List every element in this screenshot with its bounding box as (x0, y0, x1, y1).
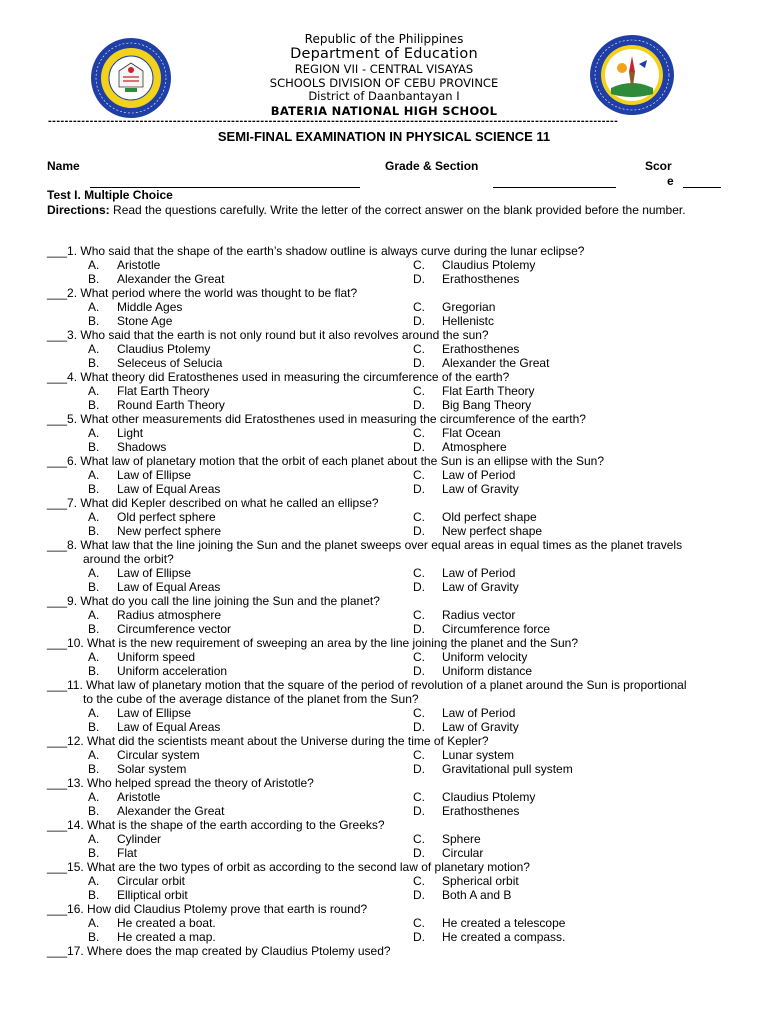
option-letter: A. (88, 426, 100, 440)
district-line: District of Daanbantayan I (308, 89, 460, 103)
question-text: ___3. Who said that the earth is not only round but it also revolves around the sun? (47, 328, 489, 342)
division-line: SCHOOLS DIVISION OF CEBU PROVINCE (269, 75, 499, 90)
option-text: Law of Equal Areas (117, 580, 221, 594)
option-letter: D. (413, 440, 425, 454)
option-row (47, 832, 721, 846)
option-row (47, 706, 721, 720)
question-item (47, 818, 721, 860)
option-text: Law of Gravity (442, 580, 519, 594)
option-letter: D. (413, 720, 425, 734)
option-row (47, 468, 721, 482)
option-letter: C. (413, 342, 425, 356)
option-text: Flat Earth Theory (117, 384, 210, 398)
option-row (47, 846, 721, 860)
option-text: Claudius Ptolemy (117, 342, 211, 356)
question-text: ___13. Who helped spread the theory of Aristotle? (47, 776, 314, 790)
option-letter: D. (413, 888, 425, 902)
option-letter: A. (88, 874, 100, 888)
option-text: Circumference force (442, 622, 551, 636)
option-letter: D. (413, 314, 425, 328)
option-letter: C. (413, 608, 425, 622)
option-text: Circular (442, 846, 484, 860)
option-text: Law of Period (442, 566, 516, 580)
option-text: Flat Earth Theory (442, 384, 535, 398)
option-letter: B. (88, 272, 100, 286)
option-letter: C. (413, 258, 425, 272)
question-text: ___9. What do you call the line joining the Sun and the planet? (47, 594, 380, 608)
question-item (47, 496, 721, 538)
option-text: Aristotle (117, 790, 161, 804)
question-item (47, 776, 721, 818)
question-item (47, 594, 721, 636)
option-row (47, 426, 721, 440)
department-line: Department of Education (290, 46, 478, 62)
option-letter: A. (88, 258, 100, 272)
option-text: Law of Gravity (442, 720, 519, 734)
republic-line: Republic of the Philippines (304, 32, 464, 46)
option-row (47, 790, 721, 804)
option-row (47, 888, 721, 902)
option-letter: C. (413, 916, 425, 930)
option-text: Middle Ages (117, 300, 183, 314)
header-divider: ----------------------------------------------------------------------------------------------------------------------------------------- (48, 115, 619, 127)
option-letter: B. (88, 888, 100, 902)
option-text: Law of Equal Areas (117, 482, 221, 496)
score-blank[interactable] (683, 187, 721, 188)
option-letter: B. (88, 622, 100, 636)
option-letter: A. (88, 608, 100, 622)
option-row (47, 440, 721, 454)
option-row (47, 510, 721, 524)
option-letter: C. (413, 468, 425, 482)
option-letter: D. (413, 272, 425, 286)
option-text: Circumference vector (117, 622, 232, 636)
question-text: ___4. What theory did Eratosthenes used in measuring the circumference of the earth? (47, 370, 510, 384)
question-text: ___6. What law of planetary motion that the orbit of each planet about the Sun is an ellipse with the Sun? (47, 454, 605, 468)
option-text: Law of Gravity (442, 482, 519, 496)
option-letter: C. (413, 566, 425, 580)
option-letter: A. (88, 510, 100, 524)
region-line: REGION VII - CENTRAL VISAYAS (294, 62, 474, 76)
question-text: ___1. Who said that the shape of the earth’s shadow outline is always curve during the lunar eclipse? (47, 244, 585, 258)
question-item (47, 370, 721, 412)
school-name: BATERIA NATIONAL HIGH SCHOOL (270, 103, 498, 118)
option-letter: A. (88, 300, 100, 314)
option-letter: B. (88, 314, 100, 328)
option-row (47, 482, 721, 496)
option-text: Law of Ellipse (117, 566, 192, 580)
option-text: Big Bang Theory (442, 398, 532, 412)
question-item (47, 454, 721, 496)
option-text: Radius vector (442, 608, 516, 622)
option-letter: D. (413, 664, 425, 678)
question-text: ___8. What law that the line joining the Sun and the planet sweeps over equal areas in equal times as the planet travels (47, 538, 683, 552)
option-letter: D. (413, 930, 425, 944)
question-text: ___16. How did Claudius Ptolemy prove that earth is round? (47, 902, 368, 916)
option-text: Solar system (117, 762, 187, 776)
option-row (47, 314, 721, 328)
question-text: ___5. What other measurements did Eratosthenes used in measuring the circumference of the earth? (47, 412, 586, 426)
question-text: ___12. What did the scientists meant about the Universe during the time of Kepler? (47, 734, 489, 748)
option-text: Law of Period (442, 706, 516, 720)
option-letter: D. (413, 524, 425, 538)
option-letter: A. (88, 916, 100, 930)
exam-title: SEMI-FINAL EXAMINATION IN PHYSICAL SCIENCE 11 (217, 129, 551, 144)
question-item (47, 678, 721, 734)
document-header (0, 32, 768, 118)
option-row (47, 258, 721, 272)
option-letter: A. (88, 468, 100, 482)
question-item (47, 328, 721, 370)
option-letter: B. (88, 398, 100, 412)
option-letter: C. (413, 426, 425, 440)
option-text: Light (117, 426, 144, 440)
option-letter: A. (88, 342, 100, 356)
option-letter: C. (413, 510, 425, 524)
option-letter: B. (88, 524, 100, 538)
directions (47, 203, 721, 217)
option-text: He created a boat. (117, 916, 216, 930)
option-row (47, 874, 721, 888)
score-label: Scor (645, 159, 672, 173)
option-text: Gregorian (442, 300, 496, 314)
question-item (47, 860, 721, 902)
option-text: Uniform acceleration (117, 664, 228, 678)
option-letter: A. (88, 566, 100, 580)
option-row (47, 720, 721, 734)
option-text: Old perfect sphere (117, 510, 216, 524)
option-text: Aristotle (117, 258, 161, 272)
option-text: Atmosphere (442, 440, 507, 454)
question-item (47, 538, 721, 594)
question-item (47, 944, 721, 958)
option-row (47, 580, 721, 594)
option-letter: D. (413, 580, 425, 594)
option-letter: D. (413, 762, 425, 776)
option-text: Radius atmosphere (117, 608, 222, 622)
question-text: ___11. What law of planetary motion that the square of the period of revolution of a planet around the Sun is proportional (47, 678, 687, 692)
grade-section-label: Grade & Section (385, 159, 479, 173)
question-list (47, 244, 721, 958)
option-row (47, 622, 721, 636)
option-text: Spherical orbit (442, 874, 519, 888)
option-letter: C. (413, 874, 425, 888)
option-row (47, 356, 721, 370)
option-letter: C. (413, 650, 425, 664)
option-text: Uniform distance (442, 664, 533, 678)
option-row (47, 804, 721, 818)
question-text: ___2. What period where the world was thought to be flat? (47, 286, 358, 300)
option-row (47, 272, 721, 286)
option-letter: A. (88, 790, 100, 804)
option-text: Cylinder (117, 832, 162, 846)
option-letter: D. (413, 804, 425, 818)
option-letter: B. (88, 930, 100, 944)
option-letter: D. (413, 356, 425, 370)
option-letter: D. (413, 846, 425, 860)
option-text: Alexander the Great (442, 356, 550, 370)
option-text: Alexander the Great (117, 804, 225, 818)
option-row (47, 300, 721, 314)
option-text: Sphere (442, 832, 481, 846)
option-row (47, 762, 721, 776)
option-row (47, 398, 721, 412)
question-item (47, 902, 721, 944)
option-letter: A. (88, 706, 100, 720)
question-text-continued: around the orbit? (83, 552, 174, 566)
option-text: Erathosthenes (442, 804, 520, 818)
option-text: Claudius Ptolemy (442, 790, 536, 804)
option-text: Circular orbit (117, 874, 186, 888)
option-text: Claudius Ptolemy (442, 258, 536, 272)
option-text: New perfect sphere (117, 524, 222, 538)
question-item (47, 636, 721, 678)
option-letter: C. (413, 832, 425, 846)
option-letter: C. (413, 790, 425, 804)
option-letter: C. (413, 706, 425, 720)
option-text: Uniform speed (117, 650, 196, 664)
score-label-continued: e (667, 174, 674, 188)
option-letter: C. (413, 384, 425, 398)
option-letter: D. (413, 622, 425, 636)
option-text: Alexander the Great (117, 272, 225, 286)
option-letter: D. (413, 482, 425, 496)
option-row (47, 650, 721, 664)
option-text: Elliptical orbit (117, 888, 188, 902)
test-heading: Test I. Multiple Choice (47, 188, 173, 202)
option-letter: A. (88, 384, 100, 398)
option-row (47, 342, 721, 356)
option-letter: B. (88, 664, 100, 678)
question-text: ___17. Where does the map created by Claudius Ptolemy used? (47, 944, 391, 958)
option-letter: B. (88, 762, 100, 776)
option-letter: C. (413, 300, 425, 314)
option-text: Gravitational pull system (442, 762, 573, 776)
option-text: Erathosthenes (442, 272, 520, 286)
name-label: Name (47, 159, 80, 173)
option-letter: B. (88, 720, 100, 734)
option-letter: C. (413, 748, 425, 762)
option-row (47, 748, 721, 762)
question-item (47, 412, 721, 454)
option-text: Uniform velocity (442, 650, 528, 664)
option-text: Erathosthenes (442, 342, 520, 356)
option-text: Law of Period (442, 468, 516, 482)
option-letter: B. (88, 846, 100, 860)
grade-section-blank[interactable] (493, 187, 616, 188)
option-text: Circular system (117, 748, 200, 762)
option-row (47, 524, 721, 538)
option-row (47, 930, 721, 944)
directions-label: Directions: (47, 203, 110, 217)
option-text: Hellenistc (442, 314, 495, 328)
option-text: Flat (117, 846, 138, 860)
question-text: ___14. What is the shape of the earth according to the Greeks? (47, 818, 385, 832)
option-text: Round Earth Theory (117, 398, 225, 412)
option-row (47, 664, 721, 678)
question-text: ___15. What are the two types of orbit as according to the second law of planetary motion? (47, 860, 530, 874)
option-text: New perfect shape (442, 524, 543, 538)
option-text: Law of Ellipse (117, 706, 192, 720)
option-letter: A. (88, 748, 100, 762)
option-text: He created a telescope (442, 916, 566, 930)
question-text: ___10. What is the new requirement of sweeping an area by the line joining the planet and the Sun? (47, 636, 579, 650)
option-letter: B. (88, 356, 100, 370)
option-row (47, 608, 721, 622)
question-item (47, 734, 721, 776)
option-text: Law of Ellipse (117, 468, 192, 482)
option-text: Seleceus of Selucia (117, 356, 223, 370)
option-text: Law of Equal Areas (117, 720, 221, 734)
question-item (47, 286, 721, 328)
option-text: He created a compass. (442, 930, 566, 944)
option-text: Stone Age (117, 314, 173, 328)
directions-text: Read the questions carefully. Write the letter of the correct answer on the blank provided before the number. (109, 203, 686, 217)
option-letter: D. (413, 398, 425, 412)
option-text: Lunar system (442, 748, 515, 762)
option-letter: B. (88, 440, 100, 454)
option-row (47, 384, 721, 398)
option-letter: A. (88, 650, 100, 664)
option-text: He created a map. (117, 930, 216, 944)
question-item (47, 244, 721, 286)
option-text: Flat Ocean (442, 426, 501, 440)
option-row (47, 916, 721, 930)
option-row (47, 566, 721, 580)
option-text: Old perfect shape (442, 510, 537, 524)
option-letter: B. (88, 804, 100, 818)
option-text: Both A and B (442, 888, 512, 902)
option-letter: B. (88, 580, 100, 594)
option-letter: B. (88, 482, 100, 496)
option-letter: A. (88, 832, 100, 846)
question-text-continued: to the cube of the average distance of the planet from the Sun? (83, 692, 419, 706)
question-text: ___7. What did Kepler described on what he called an ellipse? (47, 496, 379, 510)
option-text: Shadows (117, 440, 167, 454)
